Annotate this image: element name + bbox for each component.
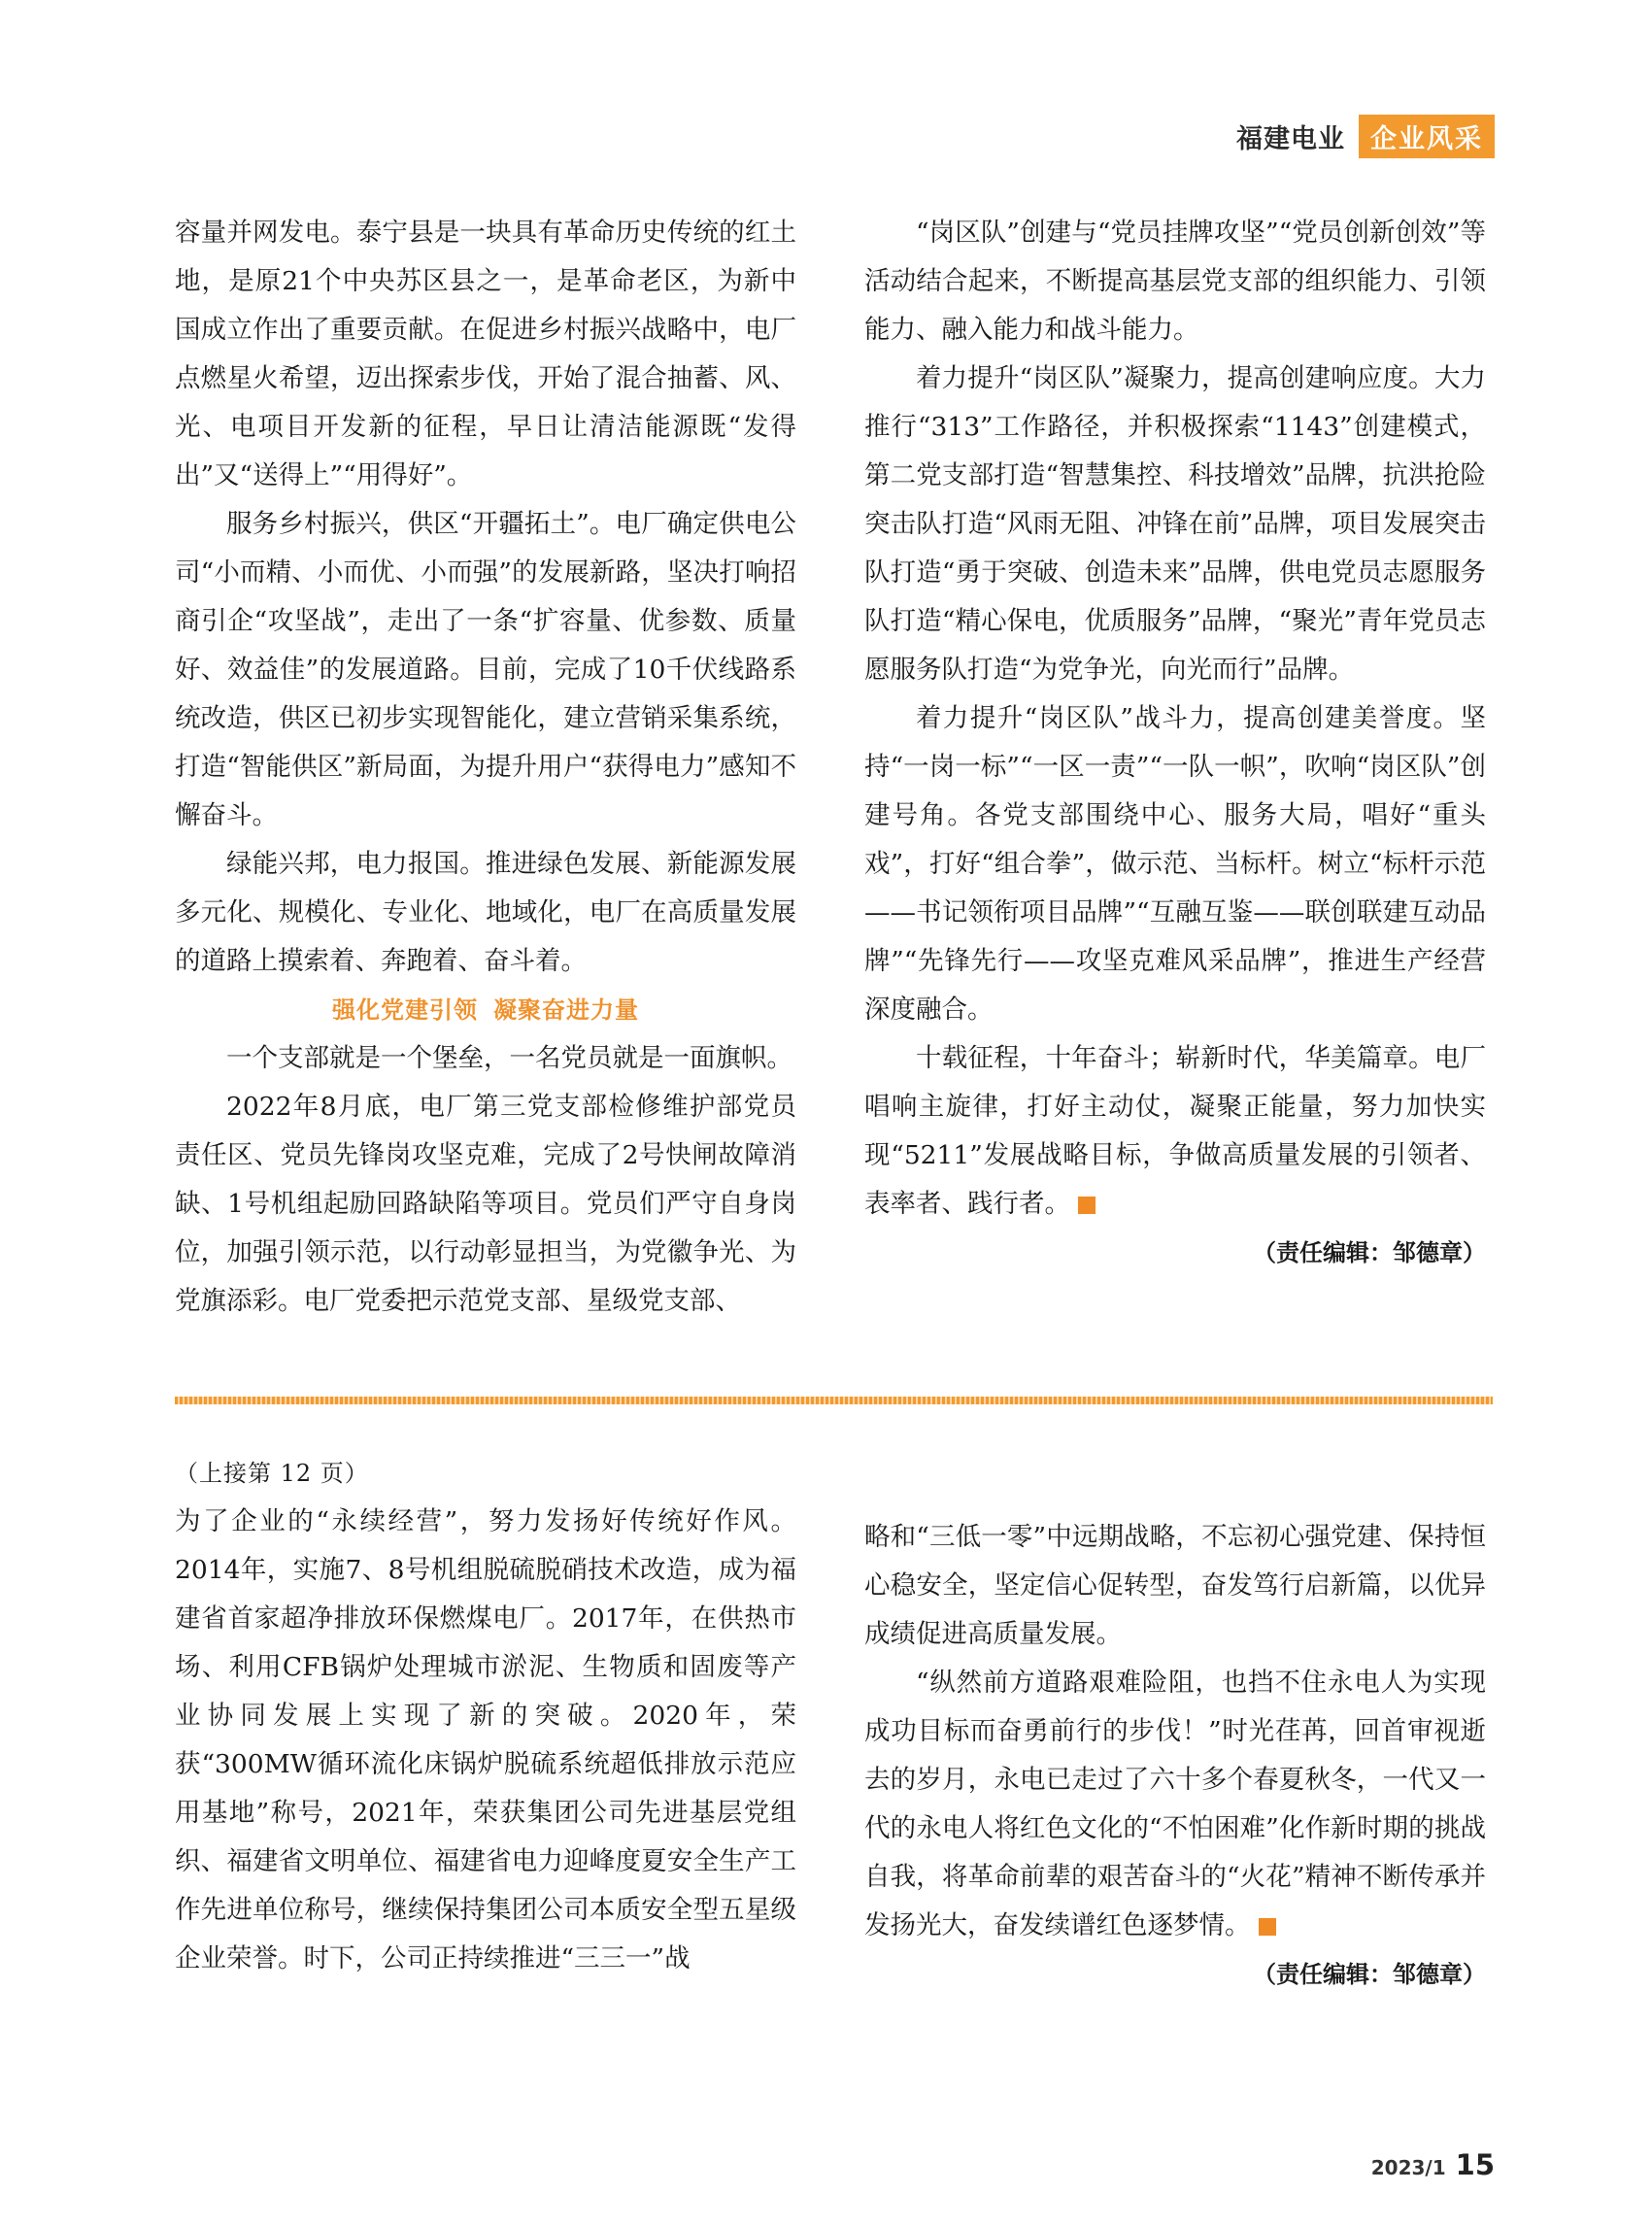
paragraph: 容量并网发电。泰宁县是一块具有革命历史传统的红土地，是原21个中央苏区县之一，是革命老区，为新中国成立作出了重要贡献。在促进乡村振兴战略中，电厂点燃星火希望，迈出探索步伐，开始了混合抽蓄、风、光、电项目开发新的征程，早日让清洁能源既“发得出”又“送得上”“用得好”。 — [175, 218, 796, 490]
paragraph: 为了企业的“永续经营”，努力发扬好传统好作风。2014年，实施7、8号机组脱硫脱硝技术改造，成为福建省首家超净排放环保燃煤电厂。2017年，在供热市场、利用CFB锅炉处理城市淤泥、生物质和固废等产业协同发展上实现了新的突破。2020年，荣获“300MW循环流化床锅炉脱硫系统超低排放示范应用基地”称号，2021年，荣获集团公司先进基层党组织、福建省文明单位、福建省电力迎峰度夏安全生产工作先进单位称号，继续保持集团公司本质安全型五星级企业荣誉。时下，公司正持续推进“三三一”战 — [175, 1506, 796, 1973]
page-number: 15 — [1455, 2148, 1495, 2181]
article-column-2 — [864, 209, 1486, 1277]
section-divider — [175, 1397, 1493, 1404]
continued-column-2 — [864, 1513, 1486, 1999]
paragraph: 一个支部就是一个堡垒，一名党员就是一面旗帜。 — [226, 1043, 792, 1073]
paragraph-end — [864, 1034, 1486, 1229]
section-tag: 企业风采 — [1359, 115, 1495, 158]
paragraph: 绿能兴邦，电力报国。推进绿色发展、新能源发展多元化、规模化、专业化、地域化，电厂在高质量发展的道路上摸索着、奔跑着、奋斗着。 — [175, 849, 796, 976]
subheading — [175, 986, 796, 1034]
paragraph: 服务乡村振兴，供区“开疆拓土”。电厂确定供电公司“小而精、小而优、小而强”的发展新路，坚决打响招商引企“攻坚战”，走出了一条“扩容量、优参数、质量好、效益佳”的发展道路。目前，完成了10千伏线路系统改造，供区已初步实现智能化，建立营销采集系统，打造“智能供区”新局面，为提升用户“获得电力”感知不懈奋斗。 — [175, 509, 796, 830]
editor-credit: （责任编辑：邹德章） — [1253, 1961, 1486, 1988]
page-header — [1236, 115, 1495, 157]
subheading-part-b: 凝聚奋进力量 — [493, 996, 639, 1024]
end-mark-icon — [1078, 1197, 1096, 1214]
paragraph-text: 十载征程，十年奋斗；崭新时代，华美篇章。电厂唱响主旋律，打好主动仗，凝聚正能量，努力加快实现“5211”发展战略目标，争做高质量发展的引领者、表率者、践行者。 — [864, 1043, 1486, 1219]
subheading-part-a: 强化党建引领 — [332, 996, 478, 1024]
article-column-1 — [175, 209, 796, 1326]
paragraph-text: “纵然前方道路艰难险阻，也挡不住永电人为实现成功目标而奋勇前行的步伐！”时光荏苒，回首审视逝去的岁月，永电已走过了六十多个春夏秋冬，一代又一代的永电人将红色文化的“不怕困难”化作新时期的挑战自我，将革命前辈的艰苦奋斗的“火花”精神不断传承并发扬光大，奋发续谱红色逐梦情。 — [864, 1668, 1486, 1940]
issue-number: 2023/1 — [1370, 2156, 1446, 2179]
magazine-name: 福建电业 — [1236, 123, 1345, 154]
continued-column-1 — [175, 1449, 796, 1983]
page-footer — [1371, 2148, 1495, 2181]
end-mark-icon — [1259, 1918, 1276, 1936]
paragraph-end — [864, 1659, 1486, 1950]
continued-label: （上接第 12 页） — [175, 1460, 369, 1487]
paragraph: “岗区队”创建与“党员挂牌攻坚”“党员创新创效”等活动结合起来，不断提高基层党支部的组织能力、引领能力、融入能力和战斗能力。 — [864, 218, 1486, 345]
paragraph: 略和“三低一零”中远期战略，不忘初心强党建、保持恒心稳安全，坚定信心促转型，奋发笃行启新篇，以优异成绩促进高质量发展。 — [864, 1522, 1486, 1649]
paragraph: 着力提升“岗区队”凝聚力，提高创建响应度。大力推行“313”工作路径，并积极探索“1143”创建模式，第二党支部打造“智慧集控、科技增效”品牌，抗洪抢险突击队打造“风雨无阻、冲锋在前”品牌，项目发展突击队打造“勇于突破、创造未来”品牌，供电党员志愿服务队打造“精心保电，优质服务”品牌，“聚光”青年党员志愿服务队打造“为党争光，向光而行”品牌。 — [864, 363, 1486, 685]
paragraph: 2022年8月底，电厂第三党支部检修维护部党员责任区、党员先锋岗攻坚克难，完成了2号快闸故障消缺、1号机组起励回路缺陷等项目。党员们严守自身岗位，加强引领示范，以行动彰显担当，为党徽争光、为党旗添彩。电厂党委把示范党支部、星级党支部、 — [175, 1092, 796, 1316]
editor-credit: （责任编辑：邹德章） — [1253, 1239, 1486, 1266]
paragraph: 着力提升“岗区队”战斗力，提高创建美誉度。坚持“一岗一标”“一区一责”“一队一帜”，吹响“岗区队”创建号角。各党支部围绕中心、服务大局，唱好“重头戏”，打好“组合拳”，做示范、当标杆。树立“标杆示范——书记领衔项目品牌”“互融互鉴——联创联建互动品牌”“先锋先行——攻坚克难风采品牌”，推进生产经营深度融合。 — [864, 703, 1486, 1025]
